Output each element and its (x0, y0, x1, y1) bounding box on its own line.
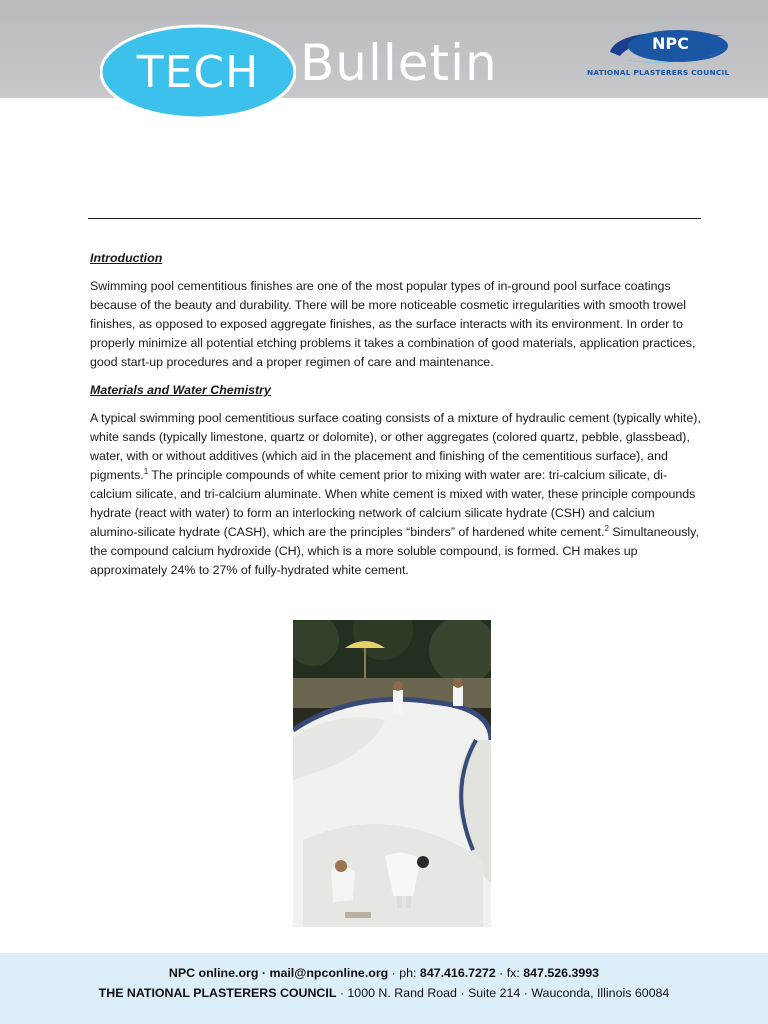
footer-email-link[interactable]: mail@npconline.org (269, 966, 389, 980)
footer-phone: 847.416.7272 (419, 966, 496, 980)
footer-org-name: THE NATIONAL PLASTERERS COUNCIL (98, 986, 337, 1000)
npc-logo-subtitle: NATIONAL PLASTERERS COUNCIL (587, 68, 730, 77)
section-heading-introduction: Introduction (90, 251, 163, 265)
introduction-paragraph: Swimming pool cementitious finishes are one of the most popular types of in-ground pool surface coatings because of the beauty and durability. There will be more noticeable cosmetic irregularities with smooth trowel finishes, as opposed to exposed aggregate finishes, as the surface interacts with its environment. In order to properly minimize all potential etching problems it takes a combination of good materials, application practices, good start-up procedures and a proper regimen of care and maintenance. (90, 279, 696, 369)
materials-text-part3: Simultaneously, the compound calcium hydroxide (CH), which is a more soluble compound, is formed. CH makes up approximately 24% to 27% of fully-hydrated white cement. (90, 525, 699, 577)
materials-text-part2: The principle compounds of white cement prior to mixing with water are: tri-calcium silicate, di-calcium silicate, and tri-calcium aluminate. When white cement is mixed with water, these principle compounds hydrate (react with water) to form an interlocking network of calcium silicate hydrate (CSH) and calcium alumino-silicate hydrate (CASH), which are the principles “binders” of hardened white cement. (90, 468, 696, 539)
footer-website-link[interactable]: NPC online.org (168, 966, 259, 980)
tech-wordmark: TECH (136, 46, 260, 98)
materials-text-part1: A typical swimming pool cementitious surface coating consists of a mixture of hydraulic cement (typically white), white sands (typically limestone, quartz or dolomite), or other aggregates (colored quartz, pebble, glassbead), water, with or without additives (which aid in the placement and finishing of the cementitious surface), and pigments. (90, 411, 701, 482)
footer-contact-line (0, 966, 768, 980)
footer-fax: 847.526.3993 (523, 966, 600, 980)
footer-fax-label: · fx: (495, 966, 524, 980)
npc-logo-text: NPC (652, 34, 689, 53)
materials-paragraph (90, 409, 702, 580)
footnote-ref-2: 2 (604, 523, 609, 533)
footer-address: · 1000 N. Rand Road · Suite 214 · Wauconda, Illinois 60084 (336, 986, 670, 1000)
pool-plastering-photo (293, 620, 491, 927)
header-divider (88, 218, 701, 219)
footer-phone-label: · ph: (388, 966, 420, 980)
footer-separator: · (258, 966, 270, 980)
bulletin-wordmark: Bulletin (300, 34, 498, 92)
section-heading-materials: Materials and Water Chemistry (90, 383, 271, 397)
footer-address-line (0, 986, 768, 1000)
document-body (90, 249, 702, 589)
footnote-ref-1: 1 (143, 466, 149, 476)
